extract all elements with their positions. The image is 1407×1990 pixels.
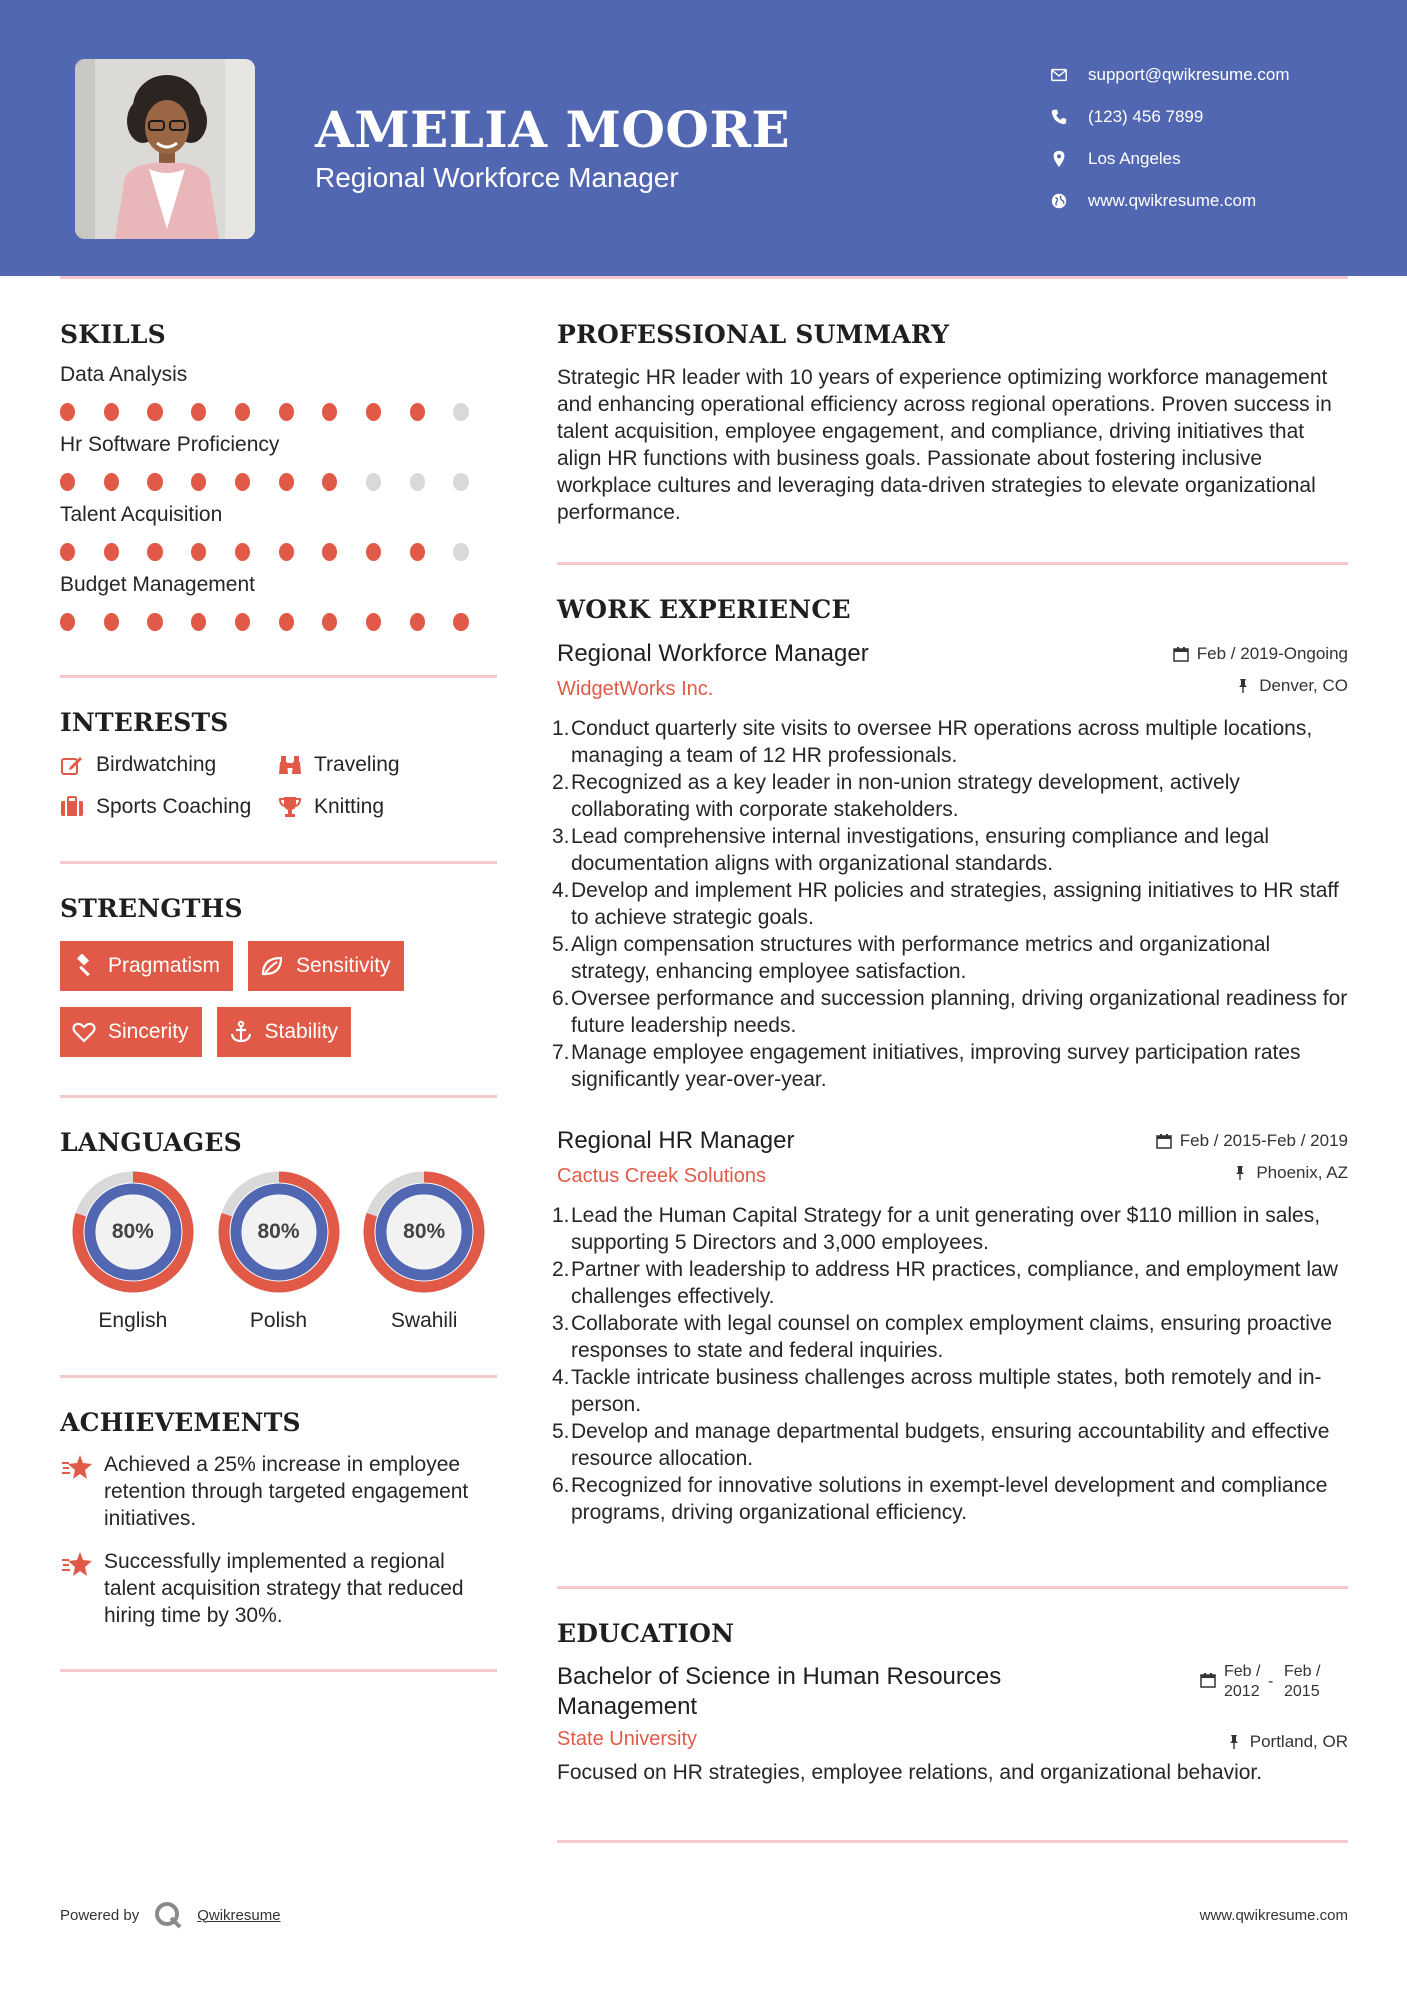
skill-name: Talent Acquisition bbox=[60, 503, 223, 526]
job-dates bbox=[1156, 1131, 1348, 1151]
section-divider bbox=[557, 1840, 1348, 1843]
edu-end-month: Feb / bbox=[1284, 1663, 1321, 1680]
degree-title-line2: Management bbox=[557, 1693, 698, 1720]
strength-label: Sincerity bbox=[108, 1020, 189, 1043]
rating-dot-filled bbox=[191, 613, 206, 631]
bullet-number: 5. bbox=[552, 933, 570, 956]
bullet-number: 4. bbox=[552, 879, 570, 902]
bullet-item bbox=[552, 769, 1348, 823]
email-text: support@qwikresume.com bbox=[1088, 65, 1290, 84]
job-company: WidgetWorks Inc. bbox=[557, 678, 714, 700]
qwikresume-logo-icon bbox=[153, 1900, 183, 1930]
strength-tag bbox=[248, 941, 404, 991]
bullet-text: Align compensation structures with performance metrics and organizational strategy, enhancing employee satisfaction. bbox=[571, 933, 1271, 983]
skill-rating bbox=[60, 543, 497, 561]
summary-heading: PROFESSIONAL SUMMARY bbox=[557, 320, 950, 349]
rating-dot-empty bbox=[366, 473, 381, 491]
rating-dot-filled bbox=[279, 613, 294, 631]
rating-dot-filled bbox=[235, 403, 250, 421]
rating-dot-filled bbox=[60, 543, 75, 561]
job-location-text: Denver, CO bbox=[1259, 676, 1348, 695]
rating-dot-filled bbox=[453, 613, 468, 631]
language-item bbox=[351, 1171, 497, 1333]
job-dates-text: Feb / 2015-Feb / 2019 bbox=[1179, 1131, 1348, 1150]
summary-text: Strategic HR leader with 10 years of experience optimizing workforce management and enhancing operational efficiency across regional operations. Proven success in talent acquisition, employee engagement, and compliance, driving initiatives that align HR functions with business goals. Passionate about fostering inclusive workplace cultures and leveraging data-driven strategies to elevate organizational performance. bbox=[557, 366, 1332, 524]
star-icon bbox=[60, 1453, 94, 1483]
pencil-square-icon bbox=[60, 754, 84, 776]
language-ring bbox=[218, 1171, 340, 1293]
rating-dot-filled bbox=[410, 613, 425, 631]
right-column bbox=[552, 320, 1348, 1843]
bullet-item bbox=[552, 1472, 1348, 1526]
edu-start-year: 2012 bbox=[1224, 1683, 1260, 1700]
header-banner bbox=[0, 0, 1407, 276]
job-bullets bbox=[552, 715, 1348, 1093]
language-ring bbox=[72, 1171, 194, 1293]
bullet-number: 4. bbox=[552, 1366, 570, 1389]
bullet-text: Lead the Human Capital Strategy for a unit generating over $110 million in sales, supporting 5 Directors and 3,000 employees. bbox=[571, 1204, 1321, 1254]
rating-dot-filled bbox=[147, 473, 162, 491]
calendar-icon bbox=[1156, 1133, 1172, 1149]
rating-dot-empty bbox=[453, 543, 468, 561]
language-name: Swahili bbox=[390, 1309, 458, 1332]
rating-dot-filled bbox=[279, 473, 294, 491]
edu-date-dash: - bbox=[1268, 1673, 1274, 1690]
rating-dot-filled bbox=[104, 403, 119, 421]
job-location bbox=[1235, 676, 1348, 696]
section-divider bbox=[60, 1095, 497, 1098]
skill-name: Budget Management bbox=[60, 573, 255, 596]
job-title: Regional HR Manager bbox=[557, 1127, 795, 1154]
calendar-icon bbox=[1200, 1672, 1216, 1688]
strengths-section bbox=[60, 894, 497, 1073]
strength-label: Stability bbox=[264, 1020, 339, 1043]
interest-label: Knitting bbox=[314, 795, 385, 818]
experience-section bbox=[552, 595, 1348, 1526]
skills-list bbox=[60, 363, 497, 631]
education-entry bbox=[557, 1662, 1348, 1786]
contact-list bbox=[1050, 54, 1370, 222]
job-title: Regional Workforce Manager bbox=[557, 640, 869, 667]
bullet-item bbox=[552, 985, 1348, 1039]
bullet-number: 2. bbox=[552, 1258, 570, 1281]
achievements-heading: ACHIEVEMENTS bbox=[60, 1408, 301, 1437]
bullet-item bbox=[552, 877, 1348, 931]
skill-name: Hr Software Proficiency bbox=[60, 433, 280, 456]
summary-section bbox=[557, 320, 1348, 526]
binoculars-icon bbox=[278, 754, 302, 776]
languages-list bbox=[60, 1171, 497, 1333]
education-description: Focused on HR strategies, employee relations, and organizational behavior. bbox=[557, 1761, 1263, 1784]
interest-item bbox=[60, 795, 278, 819]
language-item bbox=[206, 1171, 352, 1333]
bullet-item bbox=[552, 1418, 1348, 1472]
bullet-item bbox=[552, 715, 1348, 769]
interest-label: Sports Coaching bbox=[96, 795, 252, 818]
anchor-icon bbox=[229, 1020, 253, 1044]
skill-rating bbox=[60, 403, 497, 421]
skills-heading: SKILLS bbox=[60, 320, 166, 349]
location-text: Los Angeles bbox=[1088, 149, 1181, 168]
section-divider bbox=[557, 1586, 1348, 1589]
bullet-number: 6. bbox=[552, 987, 570, 1010]
rating-dot-filled bbox=[104, 613, 119, 631]
rating-dot-filled bbox=[410, 403, 425, 421]
pushpin-icon bbox=[1235, 678, 1251, 694]
interests-list bbox=[60, 753, 497, 819]
profile-photo bbox=[75, 59, 255, 239]
achievements-section bbox=[60, 1408, 497, 1629]
achievement-item bbox=[60, 1548, 497, 1629]
star-icon bbox=[60, 1550, 94, 1580]
rating-dot-filled bbox=[235, 543, 250, 561]
rating-dot-filled bbox=[147, 613, 162, 631]
bullet-text: Oversee performance and succession planning, driving organizational readiness for future leadership needs. bbox=[571, 987, 1348, 1037]
rating-dot-filled bbox=[322, 473, 337, 491]
rating-dot-filled bbox=[279, 543, 294, 561]
bullet-number: 5. bbox=[552, 1420, 570, 1443]
bullet-text: Collaborate with legal counsel on complex employment claims, ensuring proactive responses to state and federal inquiries. bbox=[571, 1312, 1333, 1362]
bullet-number: 1. bbox=[552, 1204, 570, 1227]
strengths-list bbox=[60, 941, 497, 1073]
language-percent: 80% bbox=[403, 1220, 446, 1243]
candidate-name: AMELIA MOORE bbox=[315, 100, 791, 159]
contact-phone[interactable] bbox=[1050, 96, 1370, 138]
achievement-text: Successfully implemented a regional talent acquisition strategy that reduced hiring time by 30%. bbox=[104, 1550, 464, 1627]
gavel-icon bbox=[72, 954, 96, 978]
rating-dot-filled bbox=[147, 403, 162, 421]
language-percent: 80% bbox=[111, 1220, 154, 1243]
edu-start-month: Feb / bbox=[1224, 1663, 1261, 1680]
bullet-number: 7. bbox=[552, 1041, 570, 1064]
map-pin-icon bbox=[1050, 150, 1068, 168]
skill-rating bbox=[60, 613, 497, 631]
left-column bbox=[60, 320, 497, 1672]
experience-heading: WORK EXPERIENCE bbox=[557, 595, 851, 624]
job-company: Cactus Creek Solutions bbox=[557, 1165, 766, 1187]
education-section bbox=[557, 1619, 1348, 1786]
rating-dot-filled bbox=[235, 613, 250, 631]
section-divider bbox=[60, 1669, 497, 1672]
bullet-text: Tackle intricate business challenges across multiple states, both remotely and in-person. bbox=[571, 1366, 1322, 1416]
education-location bbox=[1226, 1732, 1348, 1752]
interest-item bbox=[60, 753, 278, 777]
bullet-number: 1. bbox=[552, 717, 570, 740]
leaf-icon bbox=[260, 954, 284, 978]
rating-dot-empty bbox=[453, 403, 468, 421]
rating-dot-filled bbox=[191, 403, 206, 421]
phone-text: (123) 456 7899 bbox=[1088, 107, 1204, 126]
education-dates bbox=[1200, 1662, 1328, 1702]
job-entry bbox=[552, 640, 1348, 1093]
bullet-item bbox=[552, 1310, 1348, 1364]
strength-tag bbox=[60, 941, 233, 991]
strength-tag bbox=[60, 1007, 202, 1057]
heart-icon bbox=[72, 1020, 96, 1044]
website-text: www.qwikresume.com bbox=[1088, 191, 1257, 210]
rating-dot-empty bbox=[410, 473, 425, 491]
interests-heading: INTERESTS bbox=[60, 708, 229, 737]
rating-dot-empty bbox=[453, 473, 468, 491]
bullet-number: 6. bbox=[552, 1474, 570, 1497]
rating-dot-filled bbox=[191, 543, 206, 561]
rating-dot-filled bbox=[366, 613, 381, 631]
strengths-heading: STRENGTHS bbox=[60, 894, 243, 923]
strength-label: Pragmatism bbox=[108, 954, 221, 977]
rating-dot-filled bbox=[235, 473, 250, 491]
bullet-item bbox=[552, 1202, 1348, 1256]
contact-website[interactable] bbox=[1050, 180, 1370, 222]
pushpin-icon bbox=[1226, 1734, 1242, 1750]
education-heading: EDUCATION bbox=[557, 1619, 735, 1648]
rating-dot-filled bbox=[366, 403, 381, 421]
job-dates bbox=[1173, 644, 1348, 664]
job-entry bbox=[552, 1127, 1348, 1526]
footer-website[interactable]: www.qwikresume.com bbox=[1199, 1906, 1348, 1924]
rating-dot-filled bbox=[60, 403, 75, 421]
contact-email[interactable] bbox=[1050, 54, 1370, 96]
languages-section bbox=[60, 1128, 497, 1333]
calendar-icon bbox=[1173, 646, 1189, 662]
section-divider bbox=[60, 1375, 497, 1378]
school-name: State University bbox=[557, 1728, 698, 1750]
contact-location bbox=[1050, 138, 1370, 180]
bullet-number: 2. bbox=[552, 771, 570, 794]
bullet-number: 3. bbox=[552, 825, 570, 848]
bullet-text: Recognized as a key leader in non-union strategy development, actively collaborating with corporate stakeholders. bbox=[571, 771, 1240, 821]
strength-tag bbox=[217, 1007, 352, 1057]
rating-dot-filled bbox=[147, 543, 162, 561]
qwikresume-link[interactable]: Qwikresume bbox=[197, 1906, 281, 1924]
bullet-text: Develop and manage departmental budgets, ensuring accountability and effective resource allocation. bbox=[571, 1420, 1330, 1470]
achievement-text: Achieved a 25% increase in employee retention through targeted engagement initiatives. bbox=[104, 1453, 469, 1530]
interest-item bbox=[278, 753, 478, 777]
language-ring bbox=[363, 1171, 485, 1293]
interest-label: Birdwatching bbox=[96, 753, 217, 776]
rating-dot-filled bbox=[279, 403, 294, 421]
rating-dot-filled bbox=[366, 543, 381, 561]
language-item bbox=[60, 1171, 206, 1333]
rating-dot-filled bbox=[322, 613, 337, 631]
bullet-item bbox=[552, 1364, 1348, 1418]
section-divider bbox=[557, 562, 1348, 565]
candidate-title: Regional Workforce Manager bbox=[315, 162, 679, 193]
bullet-item bbox=[552, 1039, 1348, 1093]
phone-icon bbox=[1050, 108, 1068, 126]
bullet-item bbox=[552, 931, 1348, 985]
pushpin-icon bbox=[1232, 1165, 1248, 1181]
bullet-text: Manage employee engagement initiatives, improving survey participation rates significantly year-over-year. bbox=[571, 1041, 1301, 1091]
job-location-text: Phoenix, AZ bbox=[1256, 1163, 1348, 1182]
rating-dot-filled bbox=[104, 473, 119, 491]
language-percent: 80% bbox=[257, 1220, 300, 1243]
envelope-icon bbox=[1050, 66, 1068, 84]
skills-section bbox=[60, 320, 497, 631]
rating-dot-filled bbox=[410, 543, 425, 561]
skill-rating bbox=[60, 473, 497, 491]
language-name: English bbox=[98, 1309, 168, 1332]
bullet-text: Lead comprehensive internal investigations, ensuring compliance and legal documentation aligns with organizational standards. bbox=[571, 825, 1270, 875]
job-dates-text: Feb / 2019-Ongoing bbox=[1196, 644, 1348, 663]
powered-by-text: Powered by bbox=[60, 1906, 140, 1924]
rating-dot-filled bbox=[322, 403, 337, 421]
interest-label: Traveling bbox=[314, 753, 400, 776]
header-divider bbox=[60, 276, 1348, 279]
languages-heading: LANGUAGES bbox=[60, 1128, 242, 1157]
interest-item bbox=[278, 795, 478, 819]
strength-label: Sensitivity bbox=[296, 954, 391, 977]
achievement-item bbox=[60, 1451, 497, 1532]
language-name: Polish bbox=[249, 1309, 308, 1332]
interests-section bbox=[60, 708, 497, 819]
trophy-icon bbox=[278, 796, 302, 818]
rating-dot-filled bbox=[191, 473, 206, 491]
bullet-text: Develop and implement HR policies and strategies, assigning initiatives to HR staff to achieve strategic goals. bbox=[571, 879, 1339, 929]
section-divider bbox=[60, 861, 497, 864]
briefcase-icon bbox=[60, 796, 84, 818]
education-location-text: Portland, OR bbox=[1249, 1732, 1348, 1751]
bullet-text: Conduct quarterly site visits to oversee HR operations across multiple locations, managing a team of 12 HR professionals. bbox=[571, 717, 1313, 767]
degree-title-line1: Bachelor of Science in Human Resources bbox=[557, 1663, 1002, 1690]
globe-icon bbox=[1050, 192, 1068, 210]
bullet-text: Partner with leadership to address HR practices, compliance, and employment law challenges effectively. bbox=[571, 1258, 1338, 1308]
section-divider bbox=[60, 675, 497, 678]
rating-dot-filled bbox=[104, 543, 119, 561]
job-bullets bbox=[552, 1202, 1348, 1526]
bullet-text: Recognized for innovative solutions in exempt-level development and compliance programs, driving organizational efficiency. bbox=[571, 1474, 1328, 1524]
rating-dot-filled bbox=[60, 473, 75, 491]
bullet-item bbox=[552, 1256, 1348, 1310]
rating-dot-filled bbox=[60, 613, 75, 631]
bullet-item bbox=[552, 823, 1348, 877]
skill-name: Data Analysis bbox=[60, 363, 188, 386]
rating-dot-filled bbox=[322, 543, 337, 561]
job-location bbox=[1232, 1163, 1348, 1183]
footer bbox=[60, 1897, 1348, 1933]
edu-end-year: 2015 bbox=[1284, 1683, 1320, 1700]
bullet-number: 3. bbox=[552, 1312, 570, 1335]
